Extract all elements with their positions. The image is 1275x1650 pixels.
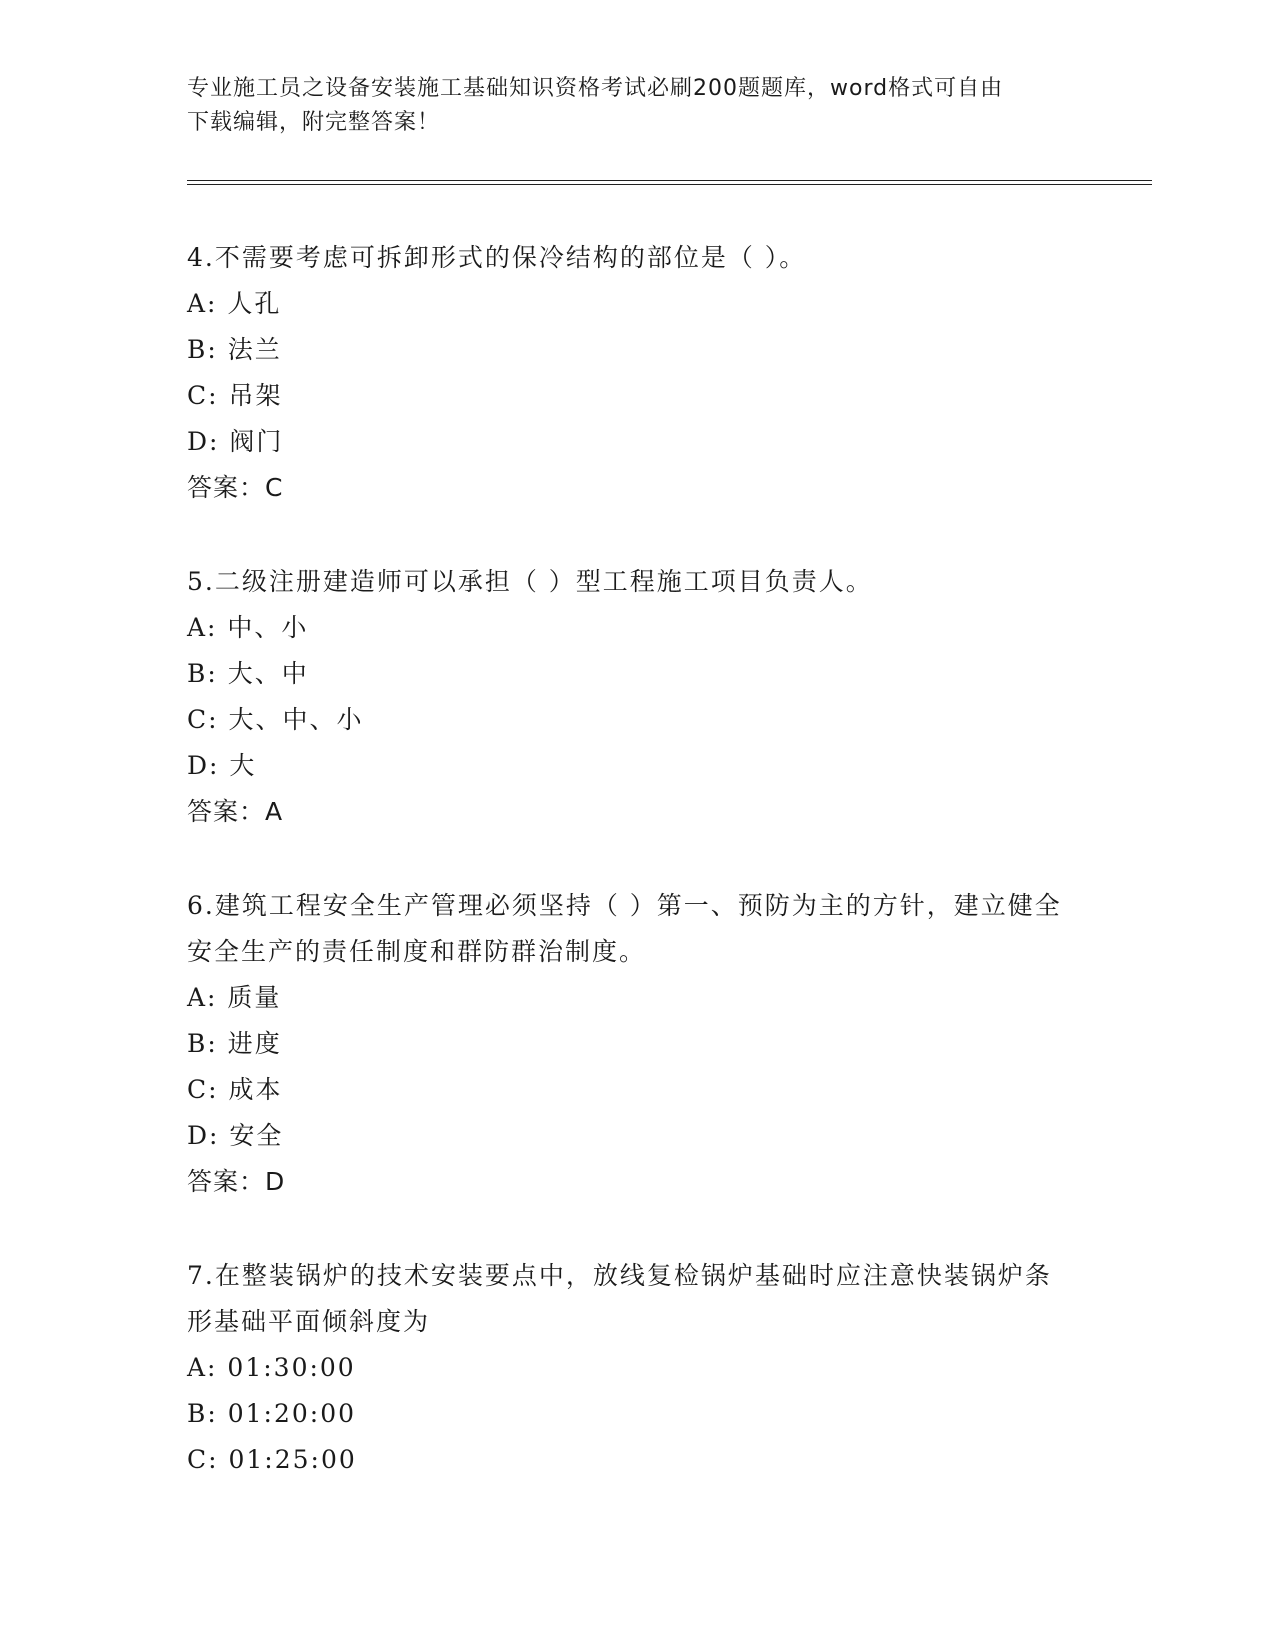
option-b: B: 01:20:00 [187,1399,357,1428]
header-divider [187,180,1152,185]
document-page [187,72,1147,1483]
option-a: A: 中、小 [187,613,309,642]
header-line-2: 下载编辑，附完整答案！ [187,110,441,135]
question-block [187,1253,1147,1483]
answer-line: 答案：C [187,473,284,502]
question-block [187,235,1147,511]
option-b: B: 大、中 [187,659,309,688]
question-block [187,883,1147,1205]
option-c: C: 大、中、小 [187,705,364,734]
question-text: 6.建筑工程安全生产管理必须坚持（ ）第一、预防为主的方针，建立健全安全生产的责任制度和群防群治制度。 [187,891,1062,966]
option-c: C: 吊架 [187,381,283,410]
option-a: A: 01:30:00 [187,1353,356,1382]
option-d: D: 大 [187,751,257,780]
option-b: B: 进度 [187,1029,282,1058]
option-d: D: 安全 [187,1121,284,1150]
question-text: 5.二级注册建造师可以承担（ ）型工程施工项目负责人。 [187,567,873,596]
document-header [187,72,1067,140]
question-block [187,559,1147,835]
header-line-1: 专业施工员之设备安装施工基础知识资格考试必刷200题题库，word格式可自由 [187,76,1004,101]
option-a: A: 人孔 [187,289,282,318]
option-a: A: 质量 [187,983,282,1012]
option-d: D: 阀门 [187,427,284,456]
option-b: B: 法兰 [187,335,282,364]
option-c: C: 成本 [187,1075,283,1104]
option-c: C: 01:25:00 [187,1445,357,1474]
question-text: 7.在整装锅炉的技术安装要点中，放线复检锅炉基础时应注意快装锅炉条形基础平面倾斜度为 [187,1261,1052,1336]
answer-line: 答案：D [187,1167,286,1196]
answer-line: 答案：A [187,797,284,826]
question-text: 4.不需要考虑可拆卸形式的保冷结构的部位是（ ）。 [187,243,807,272]
